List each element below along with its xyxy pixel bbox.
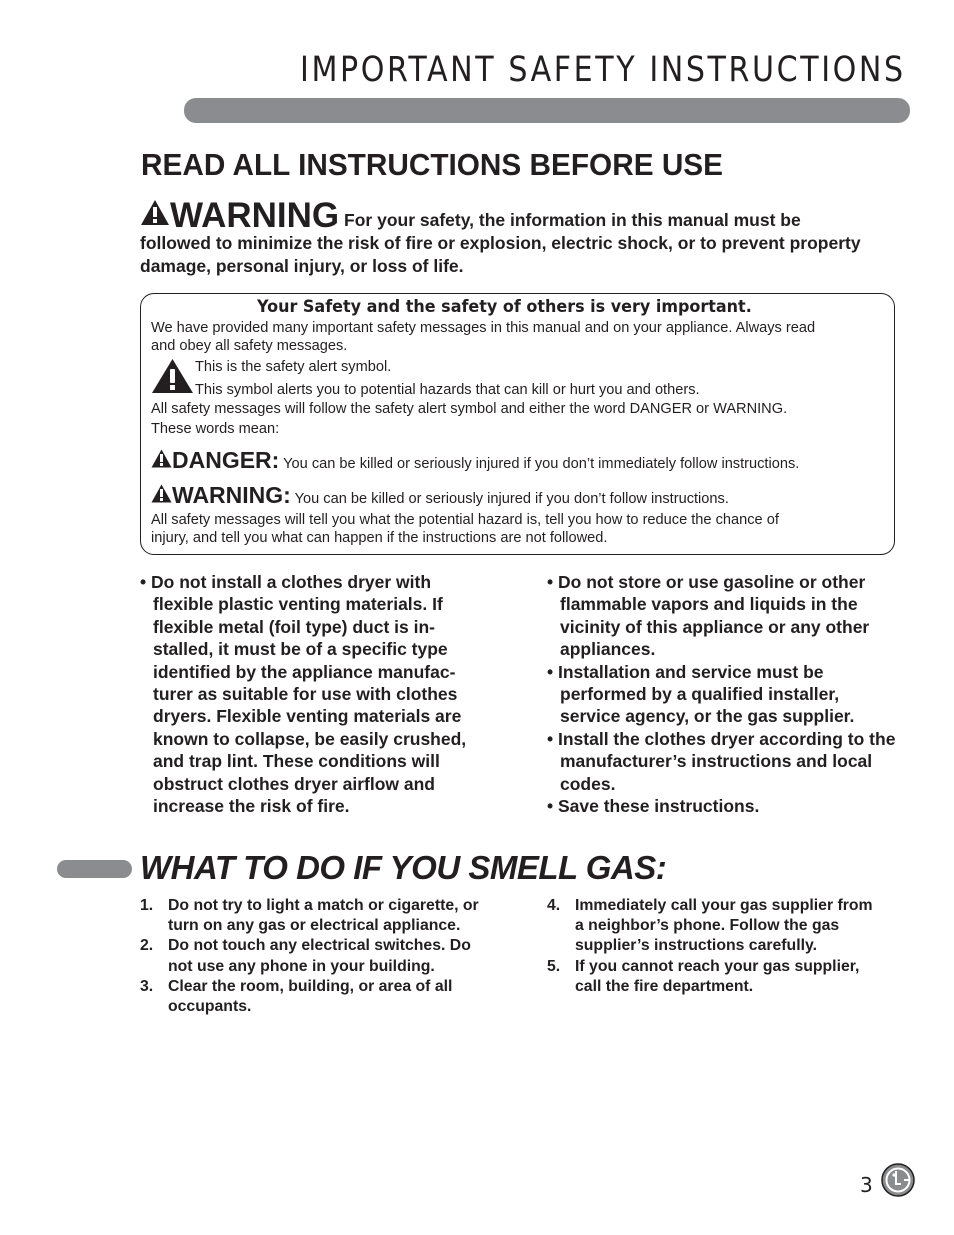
danger-signal-word: DANGER: (172, 447, 280, 473)
symbol-description: This is the safety alert symbol. (195, 359, 392, 375)
page-title: IMPORTANT SAFETY INSTRUCTIONS (300, 50, 906, 90)
safety-alert-symbol-icon (151, 358, 194, 394)
warning-triangle-icon (151, 449, 172, 468)
bullets-right (547, 571, 897, 817)
warning-triangle-icon (151, 484, 172, 503)
page-number: 3 (860, 1173, 873, 1197)
bullet-item: • Do not install a clothes dryer with flexible plastic venting materials. If flexible metal (foil type) duct is in-stalled, it must be of a specific type identified by the appliance manufac-turer as suitable for use with clothes dryers. Flexible venting materials are known to collapse, be easily crushed, and trap lint. These conditions will obstruct clothes dryer airflow and increase the risk of fire. (140, 572, 467, 817)
bullet-item: • Save these instructions. (547, 796, 760, 817)
warning-text: You can be killed or seriously injured if you don’t follow instructions. (294, 491, 729, 507)
gas-step: 5. If you cannot reach your gas supplier, call the fire department. (547, 957, 860, 995)
warning-signal-word: WARNING: (172, 482, 291, 508)
gas-step: 2. Do not touch any electrical switches. Do not use any phone in your building. (140, 937, 471, 975)
read-instructions-heading: READ ALL INSTRUCTIONS BEFORE USE (141, 147, 724, 182)
gas-section-bar (57, 860, 132, 878)
safety-box-heading: Your Safety and the safety of others is very important. (257, 297, 752, 317)
symbol-description: This symbol alerts you to potential hazards that can kill or hurt you and others. (195, 382, 700, 398)
header-bar (184, 98, 910, 123)
safety-box-line: All safety messages will tell you what the potential hazard is, tell you how to reduce the chance of (151, 512, 779, 528)
safety-box-line: injury, and tell you what can happen if the instructions are not followed. (151, 530, 608, 546)
bullet-item: • Install the clothes dryer according to the manufacturer’s instructions and local codes. (547, 728, 896, 794)
safety-box-line: These words mean: (151, 421, 280, 437)
gas-step: 1. Do not try to light a match or cigarette, or turn on any gas or electrical appliance. (140, 897, 479, 935)
safety-box-line: We have provided many important safety messages in this manual and on your appliance. Always read (151, 320, 816, 336)
bullet-item: • Do not store or use gasoline or other flammable vapors and liquids in the vicinity of this appliance or any other appliances. (547, 572, 870, 660)
warning-intro-text: For your safety, the information in this manual must be followed to minimize the risk of fire or explosion, electric shock, or to prevent property damage, personal injury, or loss of life. (140, 210, 861, 276)
danger-definition (151, 449, 799, 474)
warning-definition (151, 484, 729, 509)
gas-step: 3. Clear the room, building, or area of all occupants. (140, 977, 453, 1016)
safety-box-line: All safety messages will follow the safety alert symbol and either the word DANGER or WARNING. (151, 401, 788, 417)
danger-text: You can be killed or seriously injured if you don’t immediately follow instructions. (283, 456, 800, 472)
safety-box-line: and obey all safety messages. (151, 338, 348, 354)
lg-logo-icon (881, 1163, 915, 1197)
warning-triangle-icon (140, 199, 170, 226)
gas-step: 4. Immediately call your gas supplier from a neighbor’s phone. Follow the gas supplier’s instructions carefully. (547, 897, 873, 955)
gas-steps-left (140, 896, 495, 1017)
warning-signal-word: WARNING (170, 196, 340, 235)
warning-intro (140, 196, 870, 278)
bullets-left (140, 571, 495, 817)
gas-steps-right (547, 896, 882, 997)
gas-section-title: WHAT TO DO IF YOU SMELL GAS: (140, 849, 667, 886)
bullet-item: • Installation and service must be performed by a qualified installer, service agency, or the gas supplier. (547, 661, 855, 727)
